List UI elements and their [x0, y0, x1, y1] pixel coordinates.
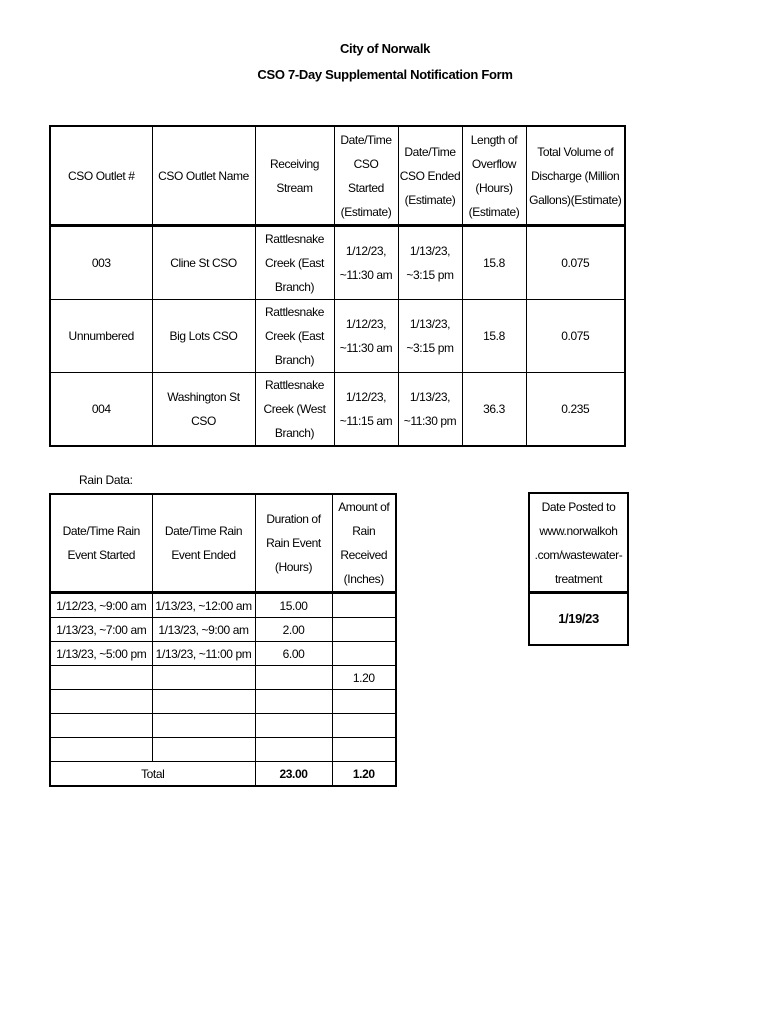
cell: 1/12/23, ~11:30 am — [334, 226, 398, 300]
cell — [255, 690, 332, 714]
cell — [152, 738, 255, 762]
date-posted-label: Date Posted to www.norwalkoh .com/wastewater-treatment — [529, 493, 628, 593]
date-posted-box — [528, 492, 629, 646]
table-row — [50, 300, 625, 373]
table-row — [50, 690, 396, 714]
cell — [332, 618, 396, 642]
cell: 1/13/23, ~11:00 pm — [152, 642, 255, 666]
header-cell: Receiving Stream — [255, 126, 334, 226]
rain-data-table — [49, 493, 397, 787]
cell: Rattlesnake Creek (West Branch) — [255, 373, 334, 447]
cell — [152, 690, 255, 714]
header-cell: Amount of Rain Received (Inches) — [332, 494, 396, 593]
table-row — [50, 666, 396, 690]
cell — [255, 666, 332, 690]
cell: 1/13/23, ~12:00 am — [152, 593, 255, 618]
cell — [152, 714, 255, 738]
cell: 003 — [50, 226, 152, 300]
cell: Unnumbered — [50, 300, 152, 373]
header-cell: Date/Time Rain Event Ended — [152, 494, 255, 593]
cell: Cline St CSO — [152, 226, 255, 300]
table-row — [50, 714, 396, 738]
cell: Big Lots CSO — [152, 300, 255, 373]
date-posted-header-row — [529, 493, 628, 593]
header-cell: Date/Time CSO Ended (Estimate) — [398, 126, 462, 226]
cell — [332, 593, 396, 618]
header-cell: Total Volume of Discharge (Million Gallons)(Estimate) — [526, 126, 625, 226]
cell: 0.075 — [526, 226, 625, 300]
total-row — [50, 762, 396, 787]
date-posted-value: 1/19/23 — [529, 593, 628, 646]
header-cell: Length of Overflow (Hours) (Estimate) — [462, 126, 526, 226]
cell: Washington St CSO — [152, 373, 255, 447]
rain-table-header — [50, 494, 396, 593]
date-posted-value-row — [529, 593, 628, 646]
cell: 1/12/23, ~9:00 am — [50, 593, 152, 618]
cell — [332, 690, 396, 714]
cell — [152, 666, 255, 690]
rain-data-label: Rain Data: — [79, 473, 133, 487]
table-row — [50, 593, 396, 618]
cell — [50, 666, 152, 690]
cso-table-header — [50, 126, 625, 226]
table-row — [50, 738, 396, 762]
table-row — [50, 642, 396, 666]
cell — [332, 642, 396, 666]
header-cell: Date/Time Rain Event Started — [50, 494, 152, 593]
cell — [332, 714, 396, 738]
cell: Rattlesnake Creek (East Branch) — [255, 226, 334, 300]
table-row — [50, 226, 625, 300]
cell: 1/13/23, ~3:15 pm — [398, 226, 462, 300]
header-cell: CSO Outlet Name — [152, 126, 255, 226]
total-duration: 23.00 — [255, 762, 332, 787]
header-cell: Date/Time CSO Started (Estimate) — [334, 126, 398, 226]
cell: 2.00 — [255, 618, 332, 642]
cell: 004 — [50, 373, 152, 447]
cell: 15.8 — [462, 226, 526, 300]
cell — [332, 738, 396, 762]
cell — [50, 714, 152, 738]
cell: 1/13/23, ~9:00 am — [152, 618, 255, 642]
table-row — [50, 373, 625, 447]
header-cell: CSO Outlet # — [50, 126, 152, 226]
cell: 1/12/23, ~11:30 am — [334, 300, 398, 373]
cell: 1/13/23, ~7:00 am — [50, 618, 152, 642]
cell — [255, 738, 332, 762]
cell: 15.00 — [255, 593, 332, 618]
total-label: Total — [50, 762, 255, 787]
cell: 0.235 — [526, 373, 625, 447]
cell: 1/12/23, ~11:15 am — [334, 373, 398, 447]
table-row — [50, 618, 396, 642]
header-cell: Duration of Rain Event (Hours) — [255, 494, 332, 593]
cell: 15.8 — [462, 300, 526, 373]
cell: 1/13/23, ~5:00 pm — [50, 642, 152, 666]
cell — [50, 738, 152, 762]
cell: Rattlesnake Creek (East Branch) — [255, 300, 334, 373]
cell: 1.20 — [332, 666, 396, 690]
cell: 1/13/23, ~11:30 pm — [398, 373, 462, 447]
cell: 1/13/23, ~3:15 pm — [398, 300, 462, 373]
cell: 36.3 — [462, 373, 526, 447]
cell: 0.075 — [526, 300, 625, 373]
cso-table — [49, 125, 626, 447]
total-amount: 1.20 — [332, 762, 396, 787]
form-title: CSO 7-Day Supplemental Notification Form — [257, 67, 513, 82]
form-city-title: City of Norwalk — [339, 41, 431, 56]
cell — [50, 690, 152, 714]
cell — [255, 714, 332, 738]
cell: 6.00 — [255, 642, 332, 666]
